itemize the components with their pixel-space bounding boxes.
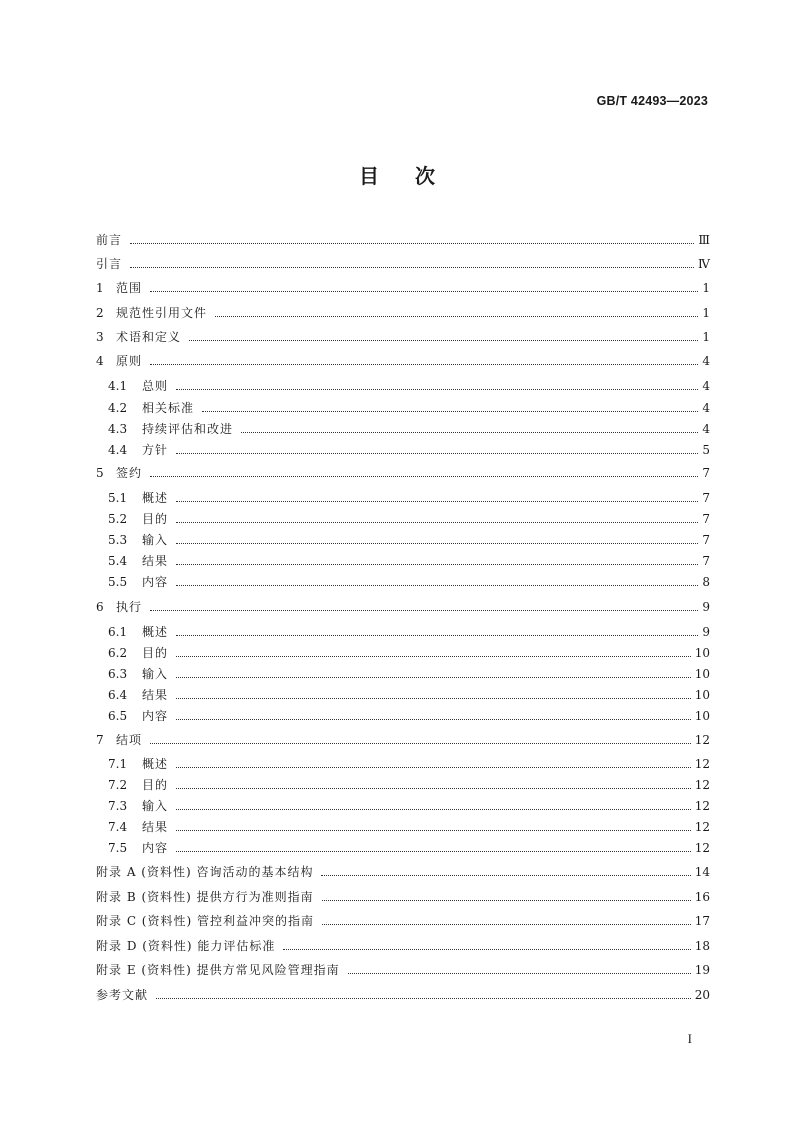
toc-entry-page: 12 — [694, 799, 710, 813]
toc-entry-page: 1 — [702, 281, 710, 295]
toc-entry-page: 10 — [694, 709, 710, 723]
standard-code: GB/T 42493—2023 — [596, 94, 708, 108]
toc-entry-number: 5 — [96, 466, 104, 480]
toc-entry-number: 1 — [96, 281, 104, 295]
toc-entry-number: 7.1 — [108, 757, 128, 771]
toc-entry[interactable] — [96, 276, 710, 296]
toc-entry-number: 3 — [96, 330, 104, 344]
toc-entry-title: 结项 — [116, 733, 143, 747]
dot-leader — [176, 388, 698, 390]
toc-entry[interactable] — [108, 507, 710, 527]
toc-entry-page: 4 — [702, 401, 710, 415]
toc-entry-title: 附录 B (资料性) 提供方行为准则指南 — [96, 890, 314, 904]
toc-entry-label — [108, 442, 168, 458]
toc-entry-page: 16 — [694, 890, 710, 904]
toc-entry-label — [108, 511, 168, 527]
toc-entry-page: 5 — [702, 443, 710, 457]
toc-entry-number: 7 — [96, 733, 104, 747]
toc-entry-number: 6.2 — [108, 646, 128, 660]
toc-entry-label — [108, 708, 168, 724]
toc-entry-title: 目的 — [142, 778, 169, 792]
toc-entry-title: 结果 — [142, 554, 169, 568]
toc-entry-title: 范围 — [116, 281, 143, 295]
toc-entry[interactable] — [108, 570, 710, 590]
toc-entry-page: 7 — [702, 466, 710, 480]
toc-entry-label — [108, 490, 168, 506]
toc-entry-number: 6.4 — [108, 688, 128, 702]
toc-entry-title: 前言 — [96, 233, 123, 247]
toc-entry-title: 总则 — [142, 379, 169, 393]
toc-entry-title: 目的 — [142, 512, 169, 526]
toc-entry-title: 执行 — [116, 600, 143, 614]
dot-leader — [283, 948, 690, 950]
toc-entry-title: 参考文献 — [96, 988, 149, 1002]
toc-entry-number: 7.2 — [108, 778, 128, 792]
toc-entry-page: 7 — [702, 512, 710, 526]
toc-entry-number: 5.5 — [108, 575, 128, 589]
toc-entry[interactable] — [96, 983, 710, 1003]
toc-entry-label — [96, 465, 142, 481]
toc-entry-page: 12 — [694, 757, 710, 771]
dot-leader — [176, 542, 698, 544]
toc-entry-title: 目的 — [142, 646, 169, 660]
dot-leader — [130, 266, 694, 268]
toc-entry-label — [96, 599, 142, 615]
dot-leader — [321, 874, 690, 876]
toc-entry-number: 7.4 — [108, 820, 128, 834]
dot-leader — [322, 923, 691, 925]
toc-entry-number: 5.2 — [108, 512, 128, 526]
toc-entry-label — [96, 913, 314, 929]
toc-entry-page: 19 — [694, 963, 710, 977]
toc-entry-page: 12 — [694, 841, 710, 855]
dot-leader — [150, 475, 698, 477]
dot-leader — [150, 363, 698, 365]
toc-entry-number: 6.5 — [108, 709, 128, 723]
toc-entry-label — [108, 777, 168, 793]
toc-entry[interactable] — [96, 349, 710, 369]
toc-entry[interactable] — [108, 704, 710, 724]
toc-entry-title: 持续评估和改进 — [142, 422, 234, 436]
toc-entry-number: 7.3 — [108, 799, 128, 813]
toc-entry-title: 附录 E (资料性) 提供方常见风险管理指南 — [96, 963, 340, 977]
toc-entry-label — [96, 256, 122, 272]
toc-entry-label — [108, 819, 168, 835]
toc-entry-label — [96, 938, 275, 954]
toc-entry-label — [108, 840, 168, 856]
toc-entry[interactable] — [108, 683, 710, 703]
toc-entry-page: 18 — [694, 939, 710, 953]
dot-leader — [150, 609, 698, 611]
toc-entry[interactable] — [108, 417, 710, 437]
page-number: I — [687, 1031, 692, 1046]
toc-entry[interactable] — [108, 641, 710, 661]
dot-leader — [202, 410, 698, 412]
toc-entry-label — [108, 624, 168, 640]
toc-entry[interactable] — [108, 773, 710, 793]
toc-entry[interactable] — [96, 860, 710, 880]
toc-entry-title: 原则 — [116, 354, 143, 368]
toc-entry-label — [96, 280, 142, 296]
toc-entry[interactable] — [108, 396, 710, 416]
dot-leader — [176, 676, 691, 678]
toc-entry-number: 4 — [96, 354, 104, 368]
toc-entry-page: 10 — [694, 646, 710, 660]
dot-leader — [241, 431, 698, 433]
dot-leader — [176, 521, 698, 523]
toc-entry-title: 结果 — [142, 688, 169, 702]
dot-leader — [176, 634, 698, 636]
toc-entry[interactable] — [96, 252, 710, 272]
toc-entry-number: 4.3 — [108, 422, 128, 436]
toc-entry[interactable] — [96, 301, 710, 321]
toc-entry[interactable] — [108, 836, 710, 856]
toc-entry-page: Ⅳ — [698, 257, 710, 271]
toc-entry-label — [108, 532, 168, 548]
toc-entry-page: 9 — [702, 600, 710, 614]
toc-entry-label — [96, 305, 207, 321]
toc-entry-label — [96, 987, 148, 1003]
toc-entry[interactable] — [108, 374, 710, 394]
toc-entry-page: 10 — [694, 688, 710, 702]
toc-entry[interactable] — [108, 815, 710, 835]
toc-entry-title: 概述 — [142, 757, 169, 771]
dot-leader — [176, 829, 691, 831]
toc-entry-number: 4.1 — [108, 379, 128, 393]
toc-entry-title: 附录 A (资料性) 咨询活动的基本结构 — [96, 865, 314, 879]
toc-entry-label — [108, 798, 168, 814]
toc-entry-page: 1 — [702, 330, 710, 344]
dot-leader — [176, 563, 698, 565]
toc-entry[interactable] — [96, 958, 710, 978]
toc-entry-number: 5.3 — [108, 533, 128, 547]
toc-entry-label — [96, 889, 314, 905]
toc-entry-page: 4 — [702, 354, 710, 368]
toc-entry-number: 6.1 — [108, 625, 128, 639]
toc-entry[interactable] — [96, 461, 710, 481]
dot-leader — [176, 500, 698, 502]
dot-leader — [130, 242, 694, 244]
toc-entry-label — [108, 666, 168, 682]
toc-entry-label — [96, 864, 313, 880]
toc-entry[interactable] — [108, 794, 710, 814]
toc-entry[interactable] — [96, 595, 710, 615]
toc-entry-number: 6 — [96, 600, 104, 614]
toc-entry-page: 20 — [694, 988, 710, 1002]
toc-entry-label — [108, 400, 194, 416]
dot-leader — [150, 290, 698, 292]
toc-entry[interactable] — [96, 885, 710, 905]
toc-entry-title: 方针 — [142, 443, 169, 457]
toc-entry-page: 12 — [694, 733, 710, 747]
toc-entry-title: 输入 — [142, 799, 169, 813]
toc-entry-label — [108, 574, 168, 590]
toc-entry-number: 7.5 — [108, 841, 128, 855]
toc-entry-title: 输入 — [142, 667, 169, 681]
toc-entry[interactable] — [108, 486, 710, 506]
toc-entry-title: 规范性引用文件 — [116, 306, 208, 320]
dot-leader — [156, 997, 691, 999]
toc-entry-label — [108, 687, 168, 703]
dot-leader — [215, 315, 698, 317]
toc-entry[interactable] — [96, 728, 710, 748]
toc-entry-label — [96, 329, 181, 345]
toc-entry-page: 12 — [694, 778, 710, 792]
toc-entry[interactable] — [108, 662, 710, 682]
toc-entry[interactable] — [108, 752, 710, 772]
toc-entry-title: 引言 — [96, 257, 123, 271]
dot-leader — [176, 787, 691, 789]
toc-entry-title: 附录 D (资料性) 能力评估标准 — [96, 939, 276, 953]
toc-entry-title: 结果 — [142, 820, 169, 834]
toc-entry[interactable] — [108, 438, 710, 458]
toc-entry-title: 内容 — [142, 709, 169, 723]
toc-entry-page: 17 — [694, 914, 710, 928]
toc-entry-title: 概述 — [142, 625, 169, 639]
toc-entry-title: 术语和定义 — [116, 330, 182, 344]
dot-leader — [176, 697, 691, 699]
toc-entry[interactable] — [96, 909, 710, 929]
toc-entry-title: 相关标准 — [142, 401, 195, 415]
dot-leader — [176, 718, 691, 720]
toc-entry-page: 4 — [702, 422, 710, 436]
dot-leader — [176, 808, 691, 810]
toc-entry[interactable] — [96, 228, 710, 248]
toc-entry-page: 14 — [694, 865, 710, 879]
page-title: 目次 — [359, 164, 471, 188]
toc-entry-label — [108, 378, 168, 394]
toc-entry-title: 内容 — [142, 841, 169, 855]
toc-entry-page: 9 — [702, 625, 710, 639]
dot-leader — [348, 972, 691, 974]
dot-leader — [150, 742, 691, 744]
dot-leader — [176, 766, 691, 768]
toc-entry-label — [108, 756, 168, 772]
toc-entry[interactable] — [108, 549, 710, 569]
dot-leader — [176, 584, 698, 586]
toc-entry[interactable] — [96, 934, 710, 954]
dot-leader — [176, 655, 691, 657]
toc-entry-page: 7 — [702, 554, 710, 568]
toc-entry-title: 附录 C (资料性) 管控利益冲突的指南 — [96, 914, 314, 928]
toc-entry[interactable] — [96, 325, 710, 345]
toc-entry-number: 4.4 — [108, 443, 128, 457]
toc-entry-page: 4 — [702, 379, 710, 393]
toc-entry-label — [108, 645, 168, 661]
dot-leader — [176, 850, 691, 852]
dot-leader — [176, 452, 698, 454]
toc-entry-page: 8 — [702, 575, 710, 589]
toc-entry-number: 4.2 — [108, 401, 128, 415]
toc-entry-title: 签约 — [116, 466, 143, 480]
toc-entry-number: 5.1 — [108, 491, 128, 505]
toc-entry-title: 内容 — [142, 575, 169, 589]
toc-entry-label — [96, 232, 122, 248]
toc-entry-page: 12 — [694, 820, 710, 834]
toc-entry-label — [108, 553, 168, 569]
toc-entry-page: 1 — [702, 306, 710, 320]
dot-leader — [189, 339, 698, 341]
toc-entry-number: 2 — [96, 306, 104, 320]
dot-leader — [322, 899, 691, 901]
toc-entry[interactable] — [108, 620, 710, 640]
toc-entry-page: Ⅲ — [698, 233, 710, 247]
toc-entry-title: 输入 — [142, 533, 169, 547]
toc-entry-number: 5.4 — [108, 554, 128, 568]
toc-entry-page: 7 — [702, 533, 710, 547]
toc-entry[interactable] — [108, 528, 710, 548]
toc-entry-label — [108, 421, 233, 437]
toc-entry-page: 10 — [694, 667, 710, 681]
toc-entry-label — [96, 353, 142, 369]
toc-entry-title: 概述 — [142, 491, 169, 505]
toc-entry-number: 6.3 — [108, 667, 128, 681]
toc-entry-label — [96, 732, 142, 748]
toc-entry-label — [96, 962, 340, 978]
toc-entry-page: 7 — [702, 491, 710, 505]
